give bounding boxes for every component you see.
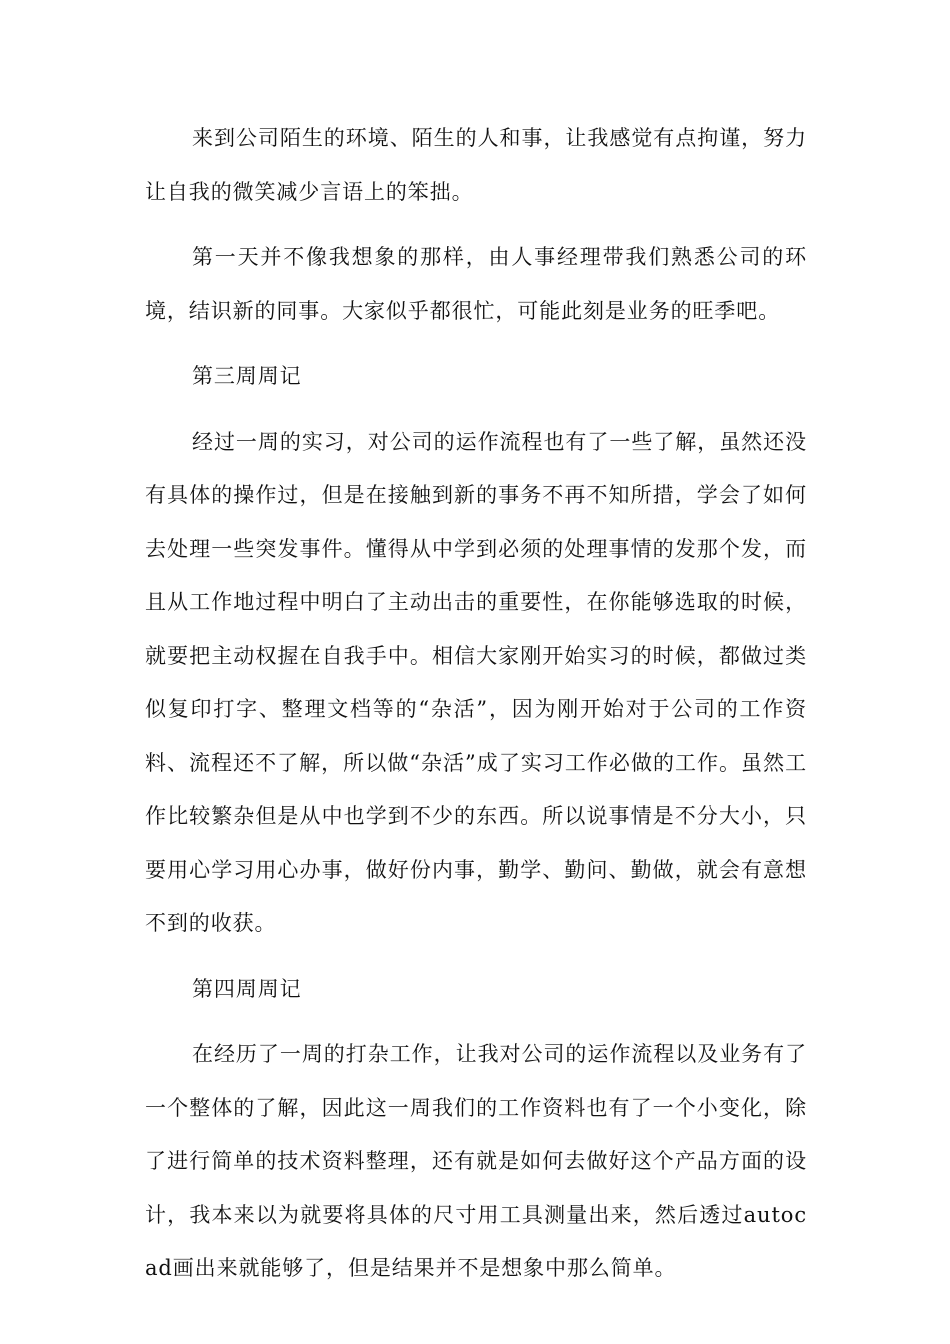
paragraph-week-4: 在经历了一周的打杂工作，让我对公司的运作流程以及业务有了一个整体的了解，因此这一周我们的工作资料也有了一个小变化，除了进行简单的技术资料整理，还有就是如何去做好这个产品方面的设计，我本来以为就要将具体的尺寸用工具测量出来，然后透过autocad画出来就能够了，但是结果并不是想象中那么简单。 <box>145 1042 807 1280</box>
paragraph-spacer <box>145 219 807 231</box>
paragraph-spacer <box>145 1016 807 1028</box>
paragraph-spacer <box>145 404 807 416</box>
paragraph-first-day: 第一天并不像我想象的那样，由人事经理带我们熟悉公司的环境，结识新的同事。大家似乎都很忙，可能此刻是业务的旺季吧。 <box>145 245 807 323</box>
document-body <box>145 112 807 1296</box>
paragraph-spacer <box>145 338 807 350</box>
heading-week-3: 第三周周记 <box>192 364 302 388</box>
paragraph-week-3: 经过一周的实习，对公司的运作流程也有了一些了解，虽然还没有具体的操作过，但是在接触到新的事务不再不知所措，学会了如何去处理一些突发事件。懂得从中学到必须的处理事情的发那个发，而且从工作地过程中明白了主动出击的重要性，在你能够选取的时候，就要把主动权握在自我手中。相信大家刚开始实习的时候，都做过类似复印打字、整理文档等的“杂活”，因为刚开始对于公司的工作资料、流程还不了解，所以做“杂活”成了实习工作必做的工作。虽然工作比较繁杂但是从中也学到不少的东西。所以说事情是不分大小，只要用心学习用心办事，做好份内事，勤学、勤问、勤做，就会有意想不到的收获。 <box>145 429 807 935</box>
heading-week-4: 第四周周记 <box>192 976 302 1001</box>
paragraph-spacer <box>145 951 807 963</box>
paragraph-first-day-feelings: 来到公司陌生的环境、陌生的人和事，让我感觉有点拘谨，努力让自我的微笑减少言语上的笨拙。 <box>145 126 807 204</box>
